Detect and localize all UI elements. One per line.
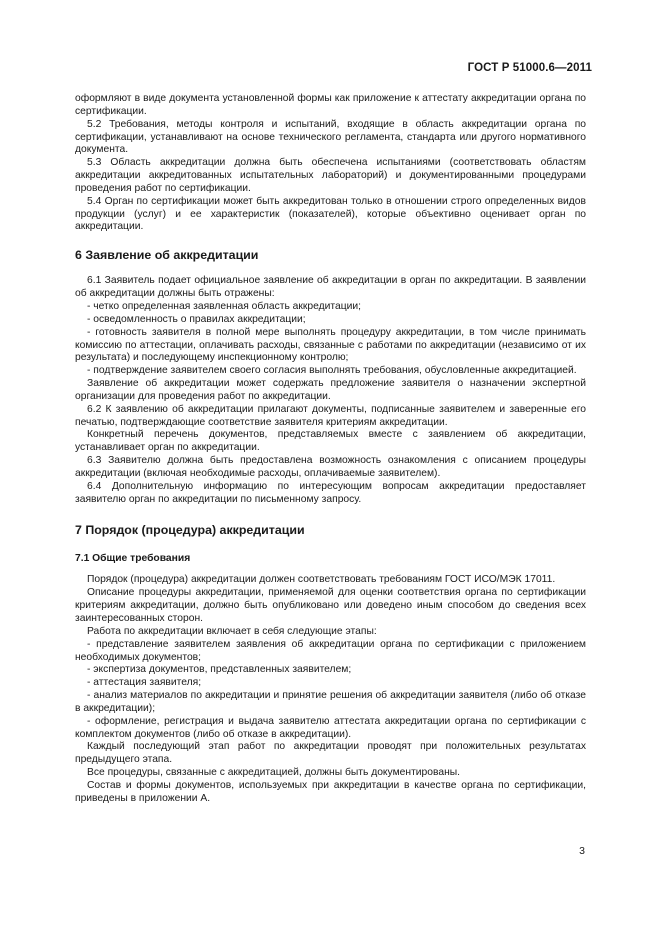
paragraph: Описание процедуры аккредитации, применяемой для оценки соответствия органа по сертификации критериям аккредитации, должно быть опубликовано или доведено иным способом до сведения всех заинтересованных сторон. bbox=[75, 587, 586, 624]
page-number: 3 bbox=[579, 845, 585, 857]
document-code-header: ГОСТ Р 51000.6—2011 bbox=[467, 62, 592, 74]
paragraph: Работа по аккредитации включает в себя следующие этапы: bbox=[87, 625, 377, 637]
section-6-heading: 6 Заявление об аккредитации bbox=[75, 248, 259, 263]
list-item: - осведомленность о правилах аккредитации; bbox=[87, 313, 306, 325]
paragraph-6-4: 6.4 Дополнительную информацию по интересующим вопросам аккредитации предоставляет заявителю орган по аккредитации по письменному запросу. bbox=[75, 480, 586, 505]
paragraph: Каждый последующий этап работ по аккредитации проводят при положительных результатах предыдущего этапа. bbox=[75, 741, 586, 766]
list-item: - четко определенная заявленная область аккредитации; bbox=[87, 300, 361, 312]
paragraph-5-4: 5.4 Орган по сертификации может быть аккредитован только в отношении строго определенных видов продукции (услуг) и ее характеристик (показателей), которые объективно оценивает орган по аккредитации. bbox=[75, 195, 586, 233]
paragraph: Все процедуры, связанные с аккредитацией, должны быть документированы. bbox=[87, 767, 461, 779]
paragraph-5-3: 5.3 Область аккредитации должна быть обеспечена испытаниями (соответствовать областям аккредитации аккредитованных испытательных лабораторий) и документированными процедурами проведения работ по сертификации. bbox=[75, 157, 586, 194]
document-body bbox=[75, 93, 586, 806]
list-item: - подтверждение заявителем своего согласия выполнять требования, обусловленные аккредитацией. bbox=[87, 365, 577, 377]
paragraph: Конкретный перечень документов, представляемых вместе с заявлением об аккредитации, устанавливает орган по аккредитации. bbox=[75, 429, 586, 454]
paragraph: Заявление об аккредитации может содержать предложение заявителя о назначении экспертной организации для проведения работ по аккредитации. bbox=[75, 378, 586, 402]
paragraph-6-3: 6.3 Заявителю должна быть предоставлена возможность ознакомления с описанием процедуры аккредитации (включая необходимые расходы, оплачиваемые заявителем). bbox=[75, 455, 586, 479]
list-item: - оформление, регистрация и выдача заявителю аттестата аккредитации органа по сертификации с комплектом документов (либо об отказе в аккредитации). bbox=[75, 715, 586, 740]
list-item: - представление заявителем заявления об аккредитации органа по сертификации с приложением необходимых документов; bbox=[75, 638, 586, 663]
paragraph-intro-continuation: оформляют в виде документа установленной формы как приложение к аттестату аккредитации органа по сертификации. bbox=[75, 93, 586, 117]
list-item: - анализ материалов по аккредитации и принятие решения об аккредитации заявителя (либо об отказе в аккредитации); bbox=[75, 690, 586, 714]
list-item: - готовность заявителя в полной мере выполнять процедуру аккредитации, в том числе принимать комиссию по аттестации, оплачивать расходы, связанные с работами по аккредитации (независимо от их результата) и последующему инспекционному контролю; bbox=[75, 326, 586, 364]
paragraph: Порядок (процедура) аккредитации должен соответствовать требованиям ГОСТ ИСО/МЭК 17011. bbox=[87, 574, 556, 586]
section-7-heading: 7 Порядок (процедура) аккредитации bbox=[75, 523, 305, 538]
paragraph: Состав и формы документов, используемых при аккредитации в качестве органа по сертификации, приведены в приложении А. bbox=[75, 779, 586, 804]
subsection-7-1-heading: 7.1 Общие требования bbox=[75, 553, 191, 565]
list-item: - аттестация заявителя; bbox=[87, 677, 202, 689]
paragraph-5-2: 5.2 Требования, методы контроля и испытаний, входящие в область аккредитации органа по сертификации, устанавливают на основе технического регламента, стандарта или другого нормативного документа. bbox=[75, 118, 586, 156]
list-item: - экспертиза документов, представленных заявителем; bbox=[87, 664, 352, 676]
paragraph-6-2: 6.2 К заявлению об аккредитации прилагают документы, подписанные заявителем и заверенные его печатью, подтверждающие соответствие заявителя критериям аккредитации. bbox=[75, 403, 586, 428]
paragraph-6-1: 6.1 Заявитель подает официальное заявление об аккредитации в орган по аккредитации. В заявлении об аккредитации должны быть отражены: bbox=[75, 275, 586, 300]
